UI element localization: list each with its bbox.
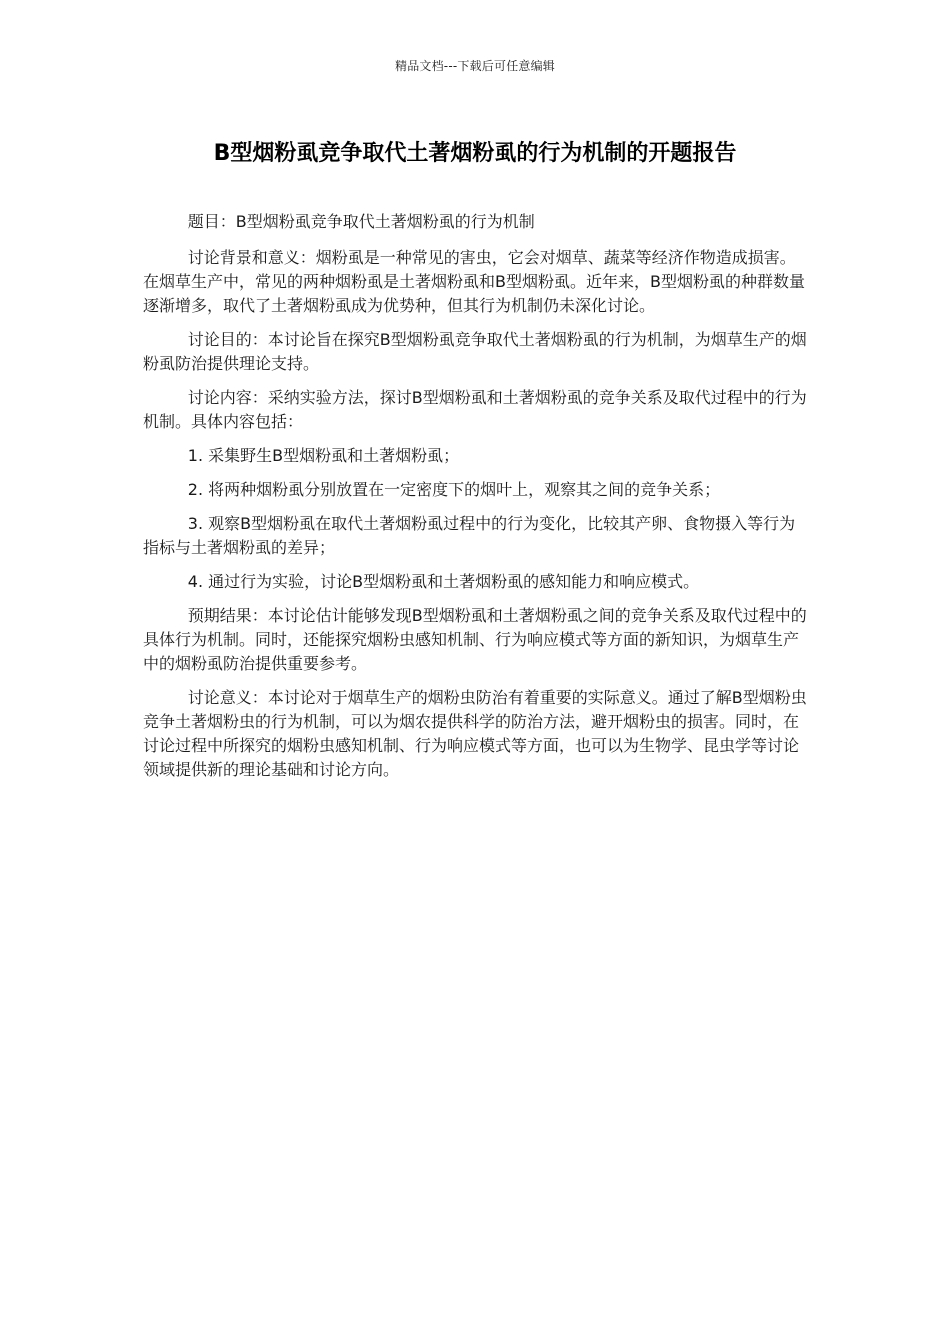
significance-paragraph: 讨论意义：本讨论对于烟草生产的烟粉虫防治有着重要的实际意义。通过了解B型烟粉虫竞争土著烟粉虫的行为机制，可以为烟农提供科学的防治方法，避开烟粉虫的损害。同时，在讨论过程中所探究的烟粉虫感知机制、行为响应模式等方面，也可以为生物学、昆虫学等讨论领域提供新的理论基础和讨论方向。 <box>143 688 807 779</box>
list-item: 4. 通过行为实验，讨论B型烟粉虱和土著烟粉虱的感知能力和响应模式。 <box>187 572 700 591</box>
list-item: 3. 观察B型烟粉虱在取代土著烟粉虱过程中的行为变化，比较其产卵、食物摄入等行为指标与土著烟粉虱的差异； <box>143 514 796 557</box>
list-item: 2. 将两种烟粉虱分别放置在一定密度下的烟叶上，观察其之间的竞争关系； <box>187 480 721 499</box>
purpose-paragraph: 讨论目的：本讨论旨在探究B型烟粉虱竞争取代土著烟粉虱的行为机制，为烟草生产的烟粉虱防治提供理论支持。 <box>143 330 807 373</box>
expected-results-paragraph: 预期结果：本讨论估计能够发现B型烟粉虱和土著烟粉虱之间的竞争关系及取代过程中的具体行为机制。同时，还能探究烟粉虫感知机制、行为响应模式等方面的新知识，为烟草生产中的烟粉虱防治提供重要参考。 <box>143 606 807 673</box>
topic-paragraph: 题目：B型烟粉虱竞争取代土著烟粉虱的行为机制 <box>187 212 535 231</box>
background-paragraph: 讨论背景和意义：烟粉虱是一种常见的害虫，它会对烟草、蔬菜等经济作物造成损害。在烟草生产中，常见的两种烟粉虱是土著烟粉虱和B型烟粉虱。近年来，B型烟粉虱的种群数量逐渐增多，取代了土著烟粉虱成为优势种，但其行为机制仍未深化讨论。 <box>143 248 805 315</box>
document-body <box>143 210 807 792</box>
content-paragraph: 讨论内容：采纳实验方法，探讨B型烟粉虱和土著烟粉虱的竞争关系及取代过程中的行为机制。具体内容包括： <box>143 388 807 431</box>
page-header-note: 精品文档---下载后可任意编辑 <box>395 59 555 73</box>
document-title: B型烟粉虱竞争取代土著烟粉虱的行为机制的开题报告 <box>213 141 737 166</box>
list-item: 1. 采集野生B型烟粉虱和土著烟粉虱； <box>187 446 460 465</box>
